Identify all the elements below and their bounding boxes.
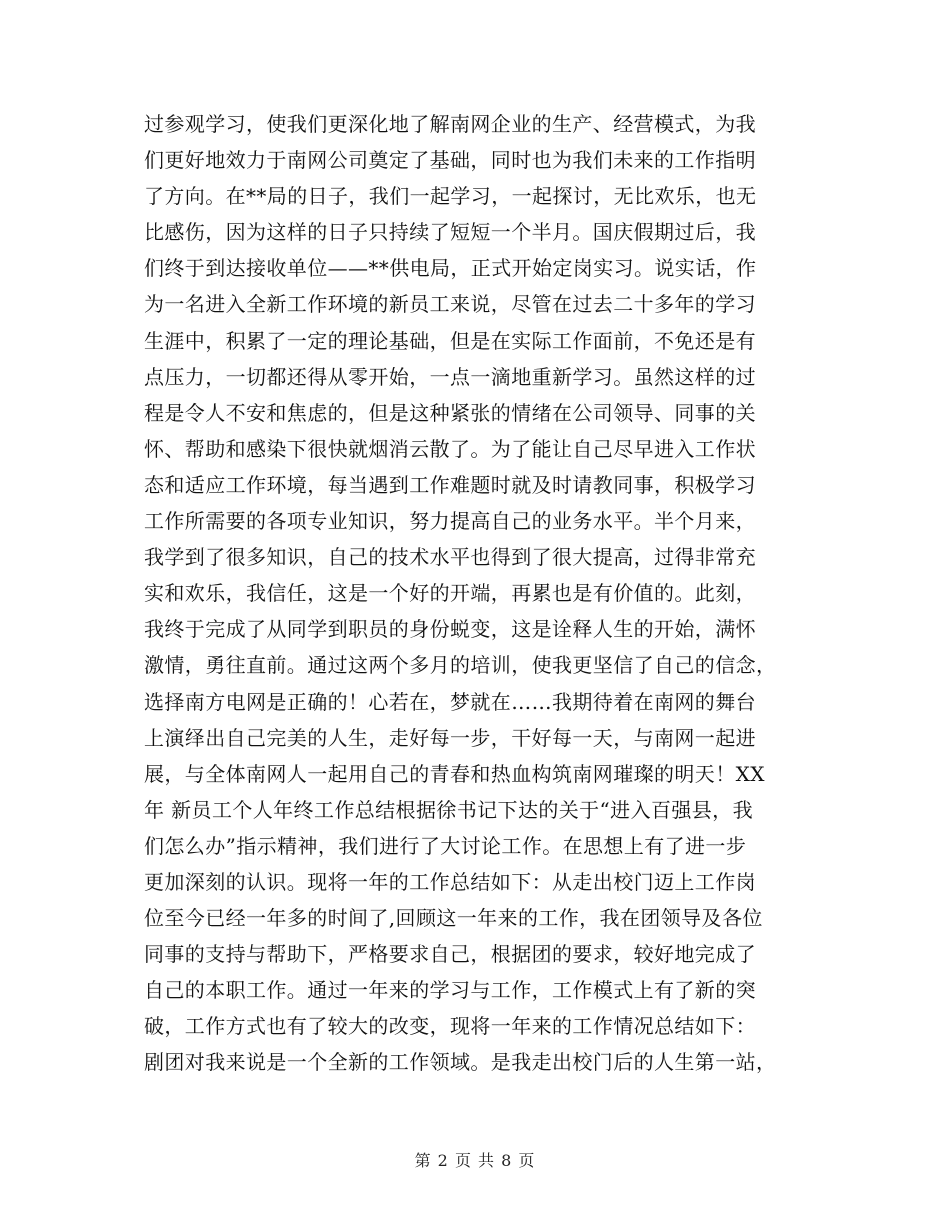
text-line: 比感伤，因为这样的日子只持续了短短一个半月。国庆假期过后，我 [144, 220, 756, 245]
text-line: 我终于完成了从同学到职员的身份蜕变，这是诠释人生的开始，满怀 [144, 617, 756, 642]
text-line: 更加深刻的认识。现将一年的工作总结如下：从走出校门迈上工作岗 [144, 869, 756, 894]
text-line: 态和适应工作环境，每当遇到工作难题时就及时请教同事，积极学习 [144, 472, 756, 497]
text-line: 为一名进入全新工作环境的新员工来说，尽管在过去二十多年的学习 [144, 292, 756, 317]
text-line: 们更好地效力于南网公司奠定了基础，同时也为我们未来的工作指明 [144, 148, 756, 173]
text-line: 自己的本职工作。通过一年来的学习与工作，工作模式上有了新的突 [144, 978, 756, 1003]
text-line: 工作所需要的各项专业知识，努力提高自己的业务水平。半个月来， [144, 509, 756, 534]
text-line: 怀、帮助和感染下很快就烟消云散了。为了能让自己尽早进入工作状 [144, 436, 756, 461]
text-line: 破，工作方式也有了较大的改变，现将一年来的工作情况总结如下： [144, 1014, 756, 1039]
text-line: 上演绎出自己完美的人生，走好每一步，干好每一天，与南网一起进 [144, 725, 756, 750]
text-line: 点压力，一切都还得从零开始，一点一滴地重新学习。虽然这样的过 [144, 364, 756, 389]
text-line: 剧团对我来说是一个全新的工作领域。是我走出校门后的人生第一站， [144, 1050, 777, 1075]
text-line: 生涯中，积累了一定的理论基础，但是在实际工作面前，不免还是有 [144, 328, 756, 353]
text-line: 实和欢乐，我信任，这是一个好的开端，再累也是有价值的。此刻， [144, 581, 756, 606]
text-line: 激情，勇往直前。通过这两个多月的培训，使我更坚信了自己的信念， [144, 653, 777, 678]
text-line: 们终于到达接收单位——**供电局，正式开始定岗实习。说实话，作 [144, 256, 757, 281]
text-line: 选择南方电网是正确的！心若在，梦就在……我期待着在南网的舞台 [144, 689, 756, 714]
text-line: 位至今已经一年多的时间了,回顾这一年来的工作，我在团领导及各位 [144, 906, 763, 931]
text-line: 年 新员工个人年终工作总结根据徐书记下达的关于“进入百强县，我 [144, 797, 753, 822]
text-line: 程是令人不安和焦虑的，但是这种紧张的情绪在公司领导、同事的关 [144, 400, 756, 425]
page-footer: 第 2 页 共 8 页 [414, 1151, 536, 1170]
text-line: 展，与全体南网人一起用自己的青春和热血构筑南网璀璨的明天！XX [144, 761, 765, 786]
text-line: 们怎么办”指示精神，我们进行了大讨论工作。在思想上有了进一步 [144, 833, 747, 858]
text-line: 了方向。在**局的日子，我们一起学习，一起探讨，无比欢乐，也无 [144, 184, 757, 209]
text-line: 过参观学习，使我们更深化地了解南网企业的生产、经营模式，为我 [144, 112, 756, 136]
body-text [144, 106, 814, 1081]
text-line: 我学到了很多知识，自己的技术水平也得到了很大提高，过得非常充 [144, 545, 756, 570]
text-line: 同事的支持与帮助下，严格要求自己，根据团的要求，较好地完成了 [144, 942, 756, 967]
